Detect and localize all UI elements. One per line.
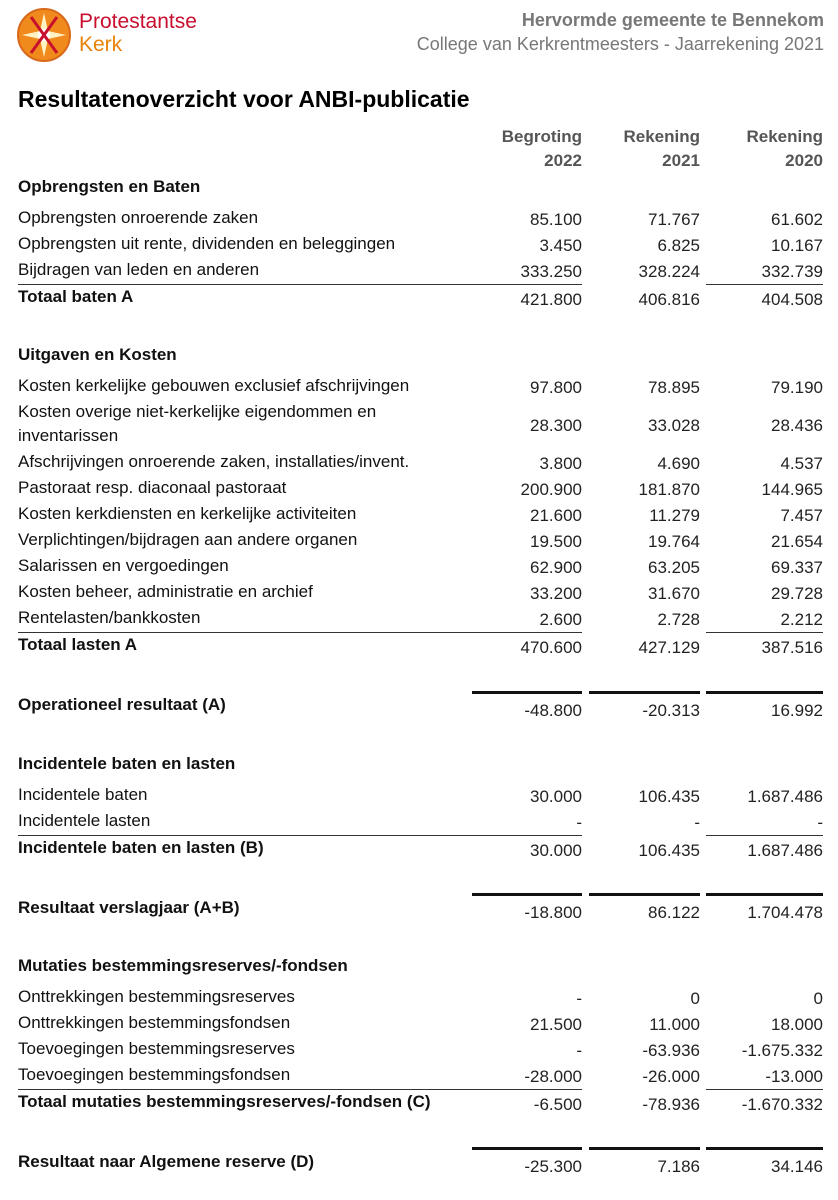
value-rekening-2020: 387.516 bbox=[761, 638, 823, 657]
row-label: Kosten beheer, administratie en archief bbox=[18, 582, 313, 601]
value-rekening-2020: - bbox=[817, 813, 823, 832]
value-begroting-2022: 21.500 bbox=[530, 1015, 582, 1034]
value-rekening-2020: 332.739 bbox=[761, 262, 823, 281]
value-begroting-2022: 200.900 bbox=[520, 480, 582, 499]
value-begroting-2022: 62.900 bbox=[530, 558, 582, 577]
double-divider bbox=[472, 1147, 582, 1150]
double-divider bbox=[706, 691, 823, 694]
value-rekening-2020: 29.728 bbox=[771, 584, 823, 603]
value-rekening-2020: 1.704.478 bbox=[747, 903, 823, 922]
value-rekening-2020: 0 bbox=[813, 989, 823, 1008]
row-label: Totaal lasten A bbox=[18, 635, 138, 654]
row-label: Operationeel resultaat (A) bbox=[18, 695, 226, 714]
double-divider bbox=[472, 893, 582, 896]
value-rekening-2021: 19.764 bbox=[648, 532, 700, 551]
row-label: Kosten kerkdiensten en kerkelijke activiteiten bbox=[18, 504, 357, 523]
value-rekening-2020: 4.537 bbox=[780, 454, 823, 473]
value-begroting-2022: - bbox=[576, 989, 582, 1008]
double-divider bbox=[706, 1147, 823, 1150]
divider-line bbox=[706, 632, 823, 633]
value-begroting-2022: - bbox=[576, 813, 582, 832]
value-rekening-2020: 21.654 bbox=[771, 532, 823, 551]
church-logo bbox=[17, 7, 207, 63]
row-label: Toevoegingen bestemmingsfondsen bbox=[18, 1065, 291, 1084]
value-rekening-2021: 427.129 bbox=[638, 638, 700, 657]
value-rekening-2020: 34.146 bbox=[771, 1157, 823, 1176]
row-label: Kosten kerkelijke gebouwen exclusief afschrijvingen bbox=[18, 376, 410, 395]
value-begroting-2022: -6.500 bbox=[533, 1095, 582, 1114]
value-rekening-2021: 406.816 bbox=[638, 290, 700, 309]
row-label: Onttrekkingen bestemmingsreserves bbox=[18, 987, 295, 1006]
value-rekening-2021: 33.028 bbox=[648, 416, 700, 435]
value-begroting-2022: 19.500 bbox=[530, 532, 582, 551]
double-divider bbox=[472, 691, 582, 694]
value-rekening-2021: 31.670 bbox=[648, 584, 700, 603]
row-label: Toevoegingen bestemmingsreserves bbox=[18, 1039, 295, 1058]
value-rekening-2021: 11.000 bbox=[649, 1015, 700, 1034]
value-begroting-2022: 33.200 bbox=[530, 584, 582, 603]
value-rekening-2021: -63.936 bbox=[642, 1041, 700, 1060]
row-label: Incidentele baten en lasten (B) bbox=[18, 838, 264, 857]
logo-line-2: Kerk bbox=[79, 33, 123, 56]
value-rekening-2021: 106.435 bbox=[638, 787, 700, 806]
row-label: Onttrekkingen bestemmingsfondsen bbox=[18, 1013, 291, 1032]
double-divider bbox=[589, 893, 700, 896]
value-rekening-2020: 1.687.486 bbox=[747, 841, 823, 860]
value-rekening-2021: 63.205 bbox=[648, 558, 700, 577]
row-label: Opbrengsten onroerende zaken bbox=[18, 208, 259, 227]
cross-emblem-icon bbox=[17, 7, 73, 63]
value-rekening-2021: 71.767 bbox=[648, 210, 700, 229]
divider-line bbox=[706, 284, 823, 285]
logo-line-1: Protestantse bbox=[79, 10, 197, 33]
double-divider bbox=[706, 893, 823, 896]
value-begroting-2022: -25.300 bbox=[524, 1157, 582, 1176]
page-title: Resultatenoverzicht voor ANBI-publicatie bbox=[18, 86, 470, 112]
value-rekening-2020: 144.965 bbox=[761, 480, 823, 499]
value-begroting-2022: 30.000 bbox=[530, 787, 582, 806]
row-label-continued: inventarissen bbox=[18, 426, 119, 445]
value-begroting-2022: 30.000 bbox=[530, 841, 582, 860]
row-label: Incidentele baten bbox=[18, 785, 148, 804]
row-label: Incidentele lasten bbox=[18, 811, 151, 830]
value-rekening-2021: 181.870 bbox=[638, 480, 700, 499]
value-rekening-2020: 61.602 bbox=[771, 210, 823, 229]
organization-name: Hervormde gemeente te Bennekom bbox=[521, 10, 824, 30]
value-rekening-2021: 6.825 bbox=[657, 236, 700, 255]
logo-wordmark bbox=[79, 10, 197, 56]
value-rekening-2020: 16.992 bbox=[771, 701, 823, 720]
value-rekening-2021: 328.224 bbox=[638, 262, 700, 281]
value-rekening-2021: 7.186 bbox=[657, 1157, 700, 1176]
value-rekening-2021: 78.895 bbox=[648, 378, 700, 397]
value-rekening-2020: -13.000 bbox=[765, 1067, 823, 1086]
value-begroting-2022: 21.600 bbox=[530, 506, 582, 525]
row-label: Verplichtingen/bijdragen aan andere organen bbox=[18, 530, 358, 549]
value-rekening-2020: 2.212 bbox=[780, 610, 823, 629]
value-begroting-2022: 3.450 bbox=[539, 236, 582, 255]
value-rekening-2020: 1.687.486 bbox=[747, 787, 823, 806]
value-rekening-2021: -20.313 bbox=[642, 701, 700, 720]
double-divider bbox=[589, 691, 700, 694]
value-rekening-2021: 2.728 bbox=[657, 610, 700, 629]
row-label: Pastoraat resp. diaconaal pastoraat bbox=[18, 478, 287, 497]
value-rekening-2020: 69.337 bbox=[771, 558, 823, 577]
value-rekening-2020: -1.675.332 bbox=[741, 1041, 823, 1060]
value-begroting-2022: -48.800 bbox=[524, 701, 582, 720]
value-rekening-2020: 79.190 bbox=[771, 378, 823, 397]
value-rekening-2020: 28.436 bbox=[771, 416, 823, 435]
value-begroting-2022: 333.250 bbox=[520, 262, 582, 281]
value-rekening-2021: 4.690 bbox=[657, 454, 700, 473]
document-subtitle: College van Kerkrentmeesters - Jaarrekening 2021 bbox=[416, 34, 824, 54]
value-rekening-2021: - bbox=[694, 813, 700, 832]
section-heading-incidenteel: Incidentele baten en lasten bbox=[18, 754, 236, 773]
row-label: Resultaat verslagjaar (A+B) bbox=[18, 898, 240, 917]
value-rekening-2020: -1.670.332 bbox=[741, 1095, 823, 1114]
row-label: Totaal baten A bbox=[18, 287, 134, 306]
row-label: Bijdragen van leden en anderen bbox=[18, 260, 260, 279]
value-begroting-2022: 85.100 bbox=[530, 210, 582, 229]
value-begroting-2022: -18.800 bbox=[524, 903, 582, 922]
row-label: Totaal mutaties bestemmingsreserves/-fondsen (C) bbox=[18, 1092, 431, 1111]
value-rekening-2020: 404.508 bbox=[761, 290, 823, 309]
value-begroting-2022: -28.000 bbox=[524, 1067, 582, 1086]
value-rekening-2021: 86.122 bbox=[648, 903, 700, 922]
double-divider bbox=[589, 1147, 700, 1150]
row-label: Resultaat naar Algemene reserve (D) bbox=[18, 1152, 315, 1171]
row-label: Salarissen en vergoedingen bbox=[18, 556, 229, 575]
value-rekening-2020: 7.457 bbox=[780, 506, 823, 525]
row-label: Afschrijvingen onroerende zaken, installaties/invent. bbox=[18, 452, 410, 471]
value-begroting-2022: 2.600 bbox=[539, 610, 582, 629]
value-begroting-2022: 421.800 bbox=[520, 290, 582, 309]
row-label: Rentelasten/bankkosten bbox=[18, 608, 201, 627]
row-label: Kosten overige niet-kerkelijke eigendommen en bbox=[18, 402, 377, 421]
divider-line bbox=[706, 835, 823, 836]
value-rekening-2021: -78.936 bbox=[642, 1095, 700, 1114]
value-begroting-2022: 470.600 bbox=[520, 638, 582, 657]
value-rekening-2021: 11.279 bbox=[649, 506, 700, 525]
value-begroting-2022: 3.800 bbox=[539, 454, 582, 473]
section-heading-mutaties: Mutaties bestemmingsreserves/-fondsen bbox=[18, 956, 348, 975]
column-header-rekening-2020: Rekening 2020 bbox=[746, 127, 823, 170]
section-heading-lasten: Uitgaven en Kosten bbox=[18, 345, 177, 364]
column-header-rekening-2021: Rekening 2021 bbox=[623, 127, 700, 170]
value-rekening-2020: 10.167 bbox=[771, 236, 823, 255]
column-header-begroting-2022: Begroting 2022 bbox=[501, 127, 582, 170]
value-rekening-2021: -26.000 bbox=[642, 1067, 700, 1086]
value-begroting-2022: 97.800 bbox=[530, 378, 582, 397]
value-rekening-2020: 18.000 bbox=[771, 1015, 823, 1034]
value-begroting-2022: - bbox=[576, 1041, 582, 1060]
value-rekening-2021: 106.435 bbox=[638, 841, 700, 860]
value-begroting-2022: 28.300 bbox=[530, 416, 582, 435]
divider-line bbox=[706, 1089, 823, 1090]
row-label: Opbrengsten uit rente, dividenden en beleggingen bbox=[18, 234, 396, 253]
section-heading-baten: Opbrengsten en Baten bbox=[18, 177, 201, 196]
value-rekening-2021: 0 bbox=[690, 989, 700, 1008]
